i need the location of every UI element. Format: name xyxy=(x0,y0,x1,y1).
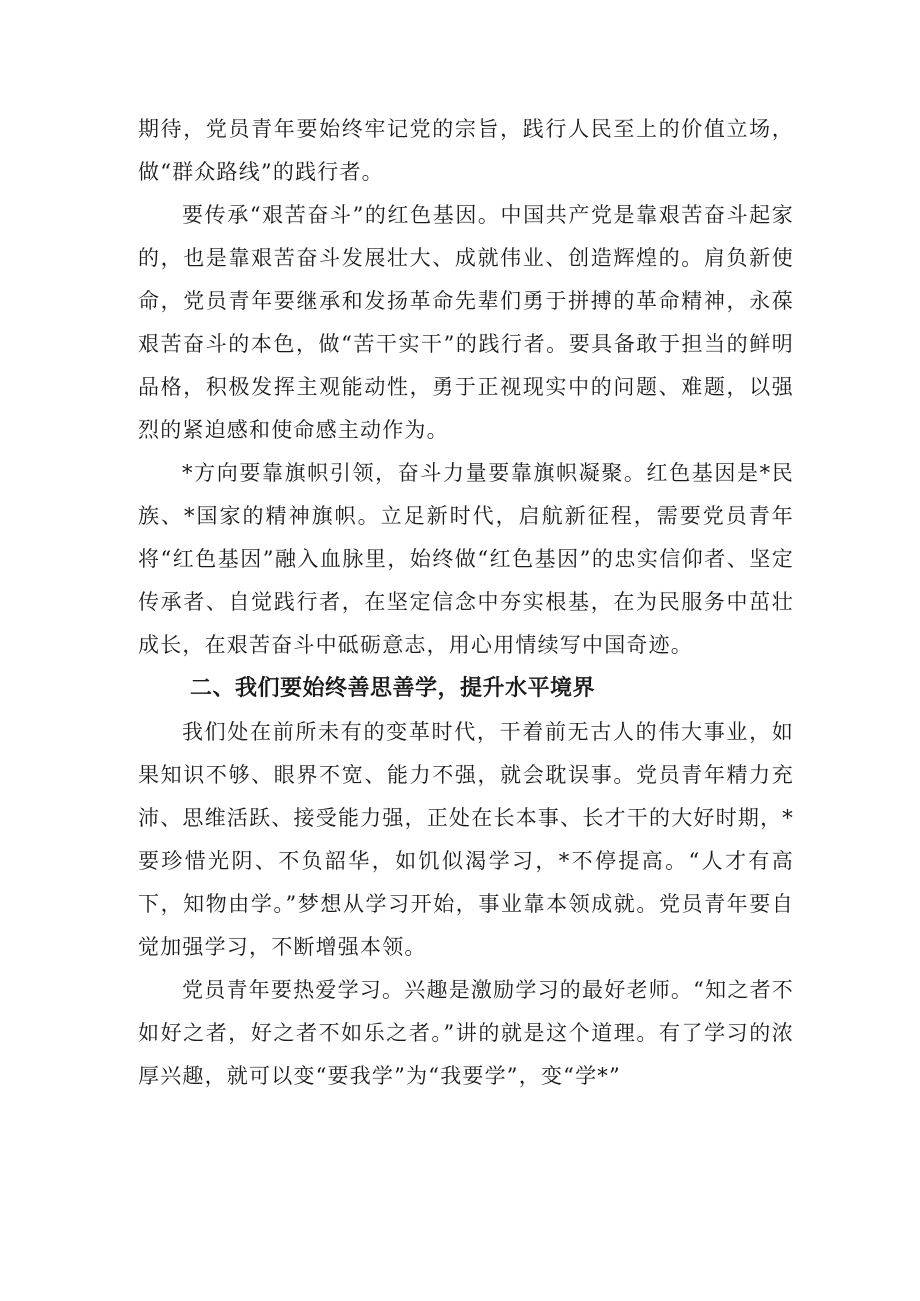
paragraph-red-gene-hard-work: 要传承“艰苦奋斗”的红色基因。中国共产党是靠艰苦奋斗起家的，也是靠艰苦奋斗发展壮大、成就伟业、创造辉煌的。肩负新使命，党员青年要继承和发扬革命先辈们勇于拼搏的革命精神，永葆艰苦奋斗的本色，做“苦干实干”的践行者。要具备敢于担当的鲜明品格，积极发挥主观能动性，勇于正视现实中的问题、难题，以强烈的紧迫感和使命感主动作为。 xyxy=(138,203,794,442)
paragraph-continuation: 期待，党员青年要始终牢记党的宗旨，践行人民至上的价值立场，做“群众路线”的践行者。 xyxy=(138,117,794,184)
paragraph-era-of-change: 我们处在前所未有的变革时代，干着前无古人的伟大事业，如果知识不够、眼界不宽、能力不强，就会耽误事。党员青年精力充沛、思维活跃、接受能力强，正处在长本事、长才干的大好时期，*要珍惜光阴、不负韶华，如饥似渴学习，*不停提高。“人才有高下，知物由学。”梦想从学习开始，事业靠本领成就。党员青年要自觉加强学习，不断增强本领。 xyxy=(138,720,794,959)
section-heading-2: 二、我们要始终善思善学，提升水平境界 xyxy=(190,676,596,701)
paragraph-love-learning: 党员青年要热爱学习。兴趣是激励学习的最好老师。“知之者不如好之者，好之者不如乐之者。”讲的就是这个道理。有了学习的浓厚兴趣，就可以变“要我学”为“我要学”，变“学*” xyxy=(138,978,794,1088)
paragraph-banner-guidance: *方向要靠旗帜引领，奋斗力量要靠旗帜凝聚。红色基因是*民族、*国家的精神旗帜。立足新时代，启航新征程，需要党员青年将“红色基因”融入血脉里，始终做“红色基因”的忠实信仰者、坚定传承者、自觉践行者，在坚定信念中夯实根基，在为民服务中茁壮成长，在艰苦奋斗中砥砺意志，用心用情续写中国奇迹。 xyxy=(138,461,794,657)
document-body xyxy=(138,108,794,1098)
